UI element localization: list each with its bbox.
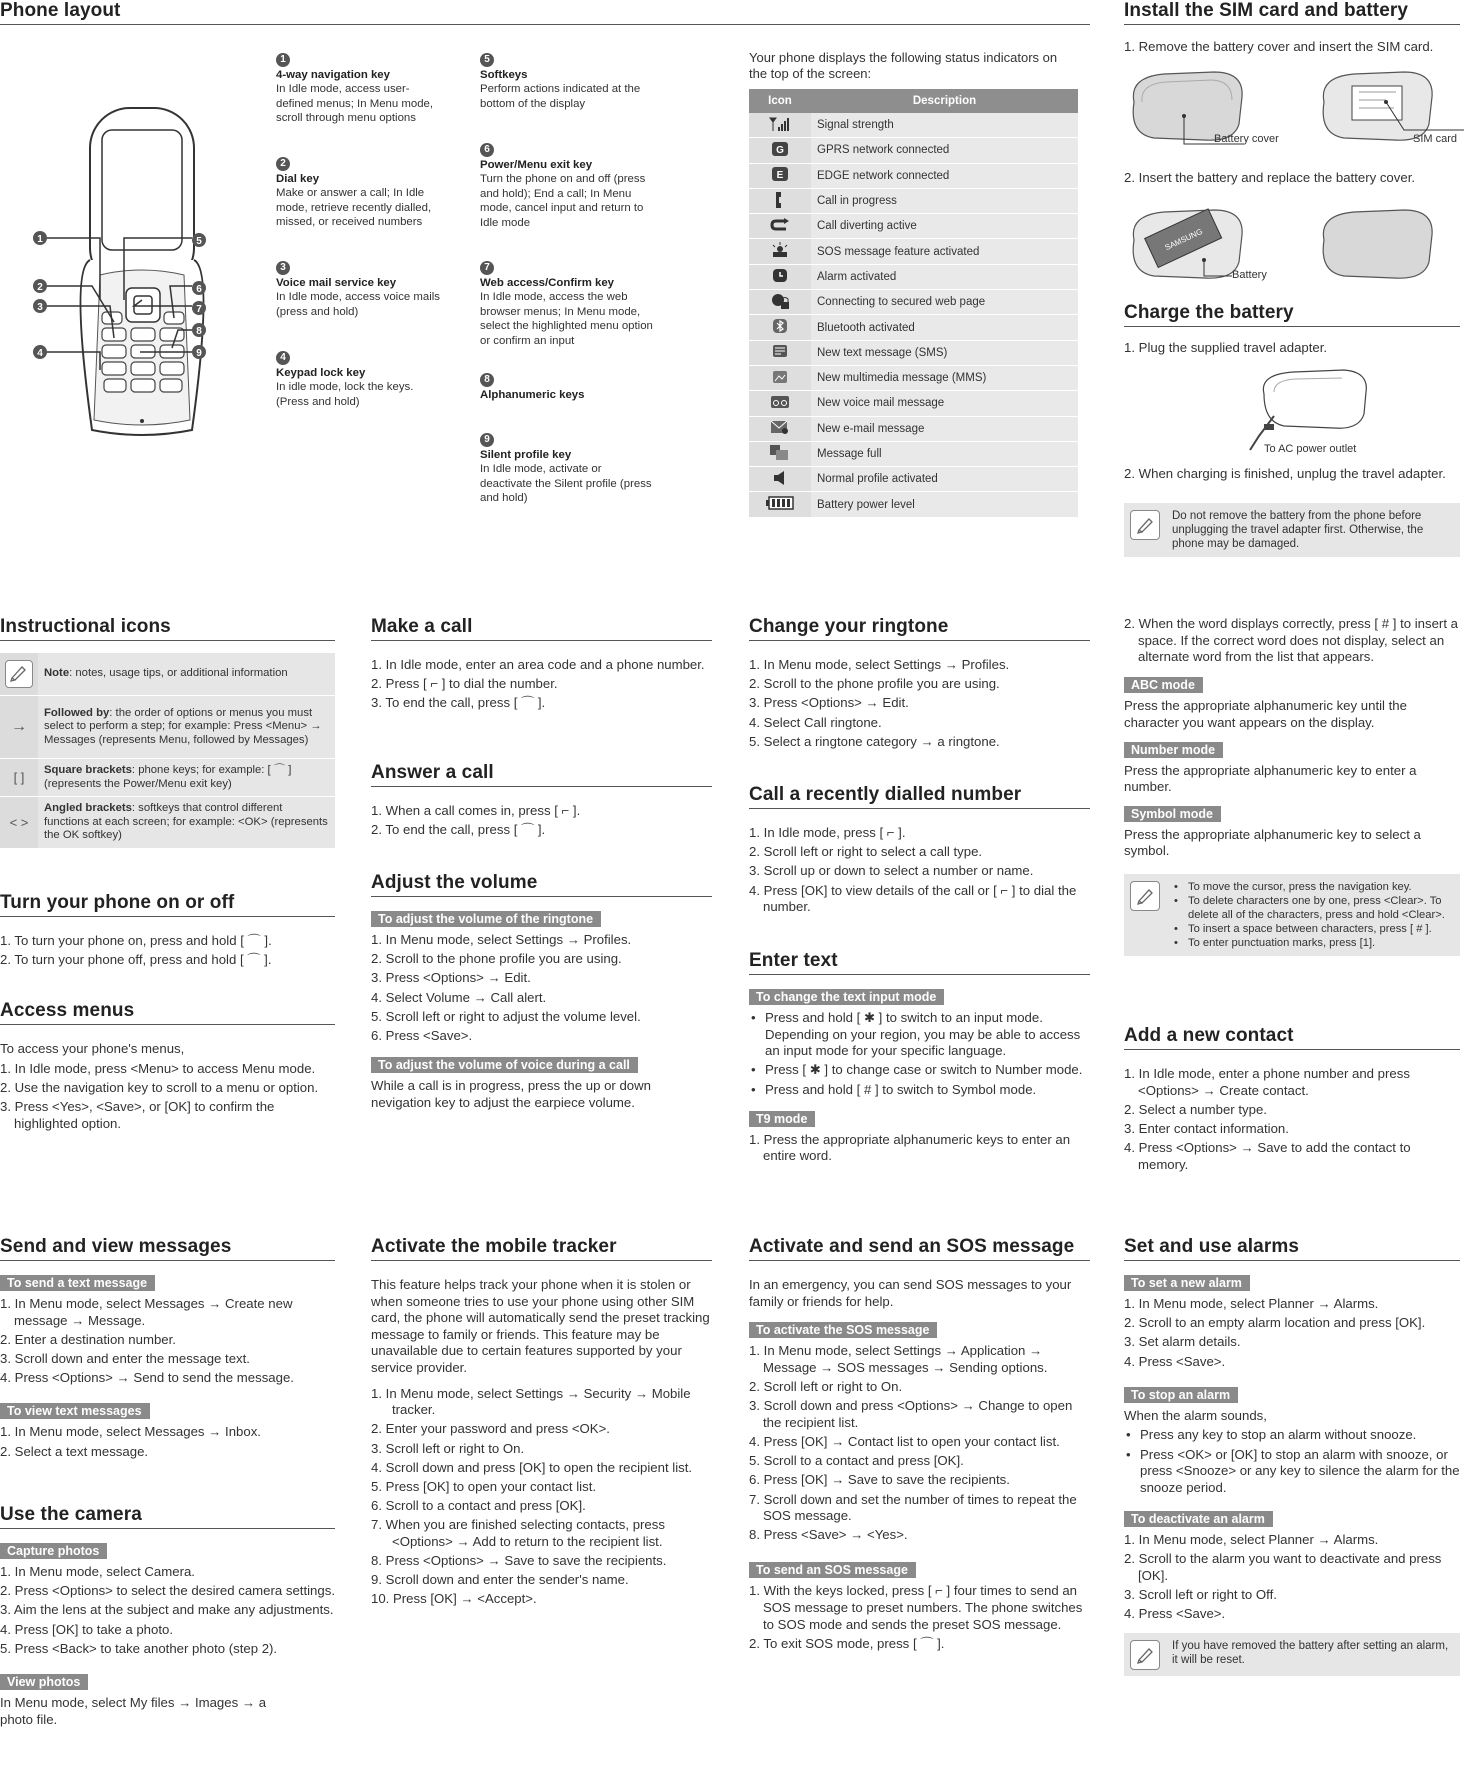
battery-illustration — [1124, 200, 1464, 290]
modes-note-bullets-0: • To move the cursor, press the navigation key. — [1172, 880, 1452, 894]
messages-view-1: 2. Select a text message. — [0, 1443, 149, 1459]
camera-capture-3: 4. Press [OK] to take a photo. — [0, 1621, 173, 1637]
charge-note: Do not remove the battery from the phone before unplugging the travel adapter first. Otherwise, the phone may be damaged. — [1172, 510, 1424, 550]
camera-title: Use the camera — [0, 1504, 335, 1529]
tracker-section — [371, 1236, 712, 1611]
phone-layout-keys-4-desc: Perform actions indicated at the bottom of the display — [480, 83, 641, 110]
camera-capture-4: 5. Press <Back> to take another photo (step 2). — [0, 1640, 278, 1656]
contact-title: Add a new contact — [1124, 1025, 1460, 1050]
secure-web-icon — [770, 292, 790, 310]
redial-title: Call a recently dialled number — [749, 784, 1090, 809]
tracker-steps-2: 3. Scroll left or right to On. — [371, 1440, 525, 1456]
phone-layout-keys-1-num: 2 — [276, 157, 290, 171]
entertext-sub2: T9 mode — [749, 1111, 815, 1127]
instructional-section — [0, 616, 335, 849]
messages-section — [0, 1236, 335, 1463]
tracker-steps-8: 9. Scroll down and enter the sender's name. — [371, 1572, 629, 1588]
onoff-title: Turn your phone on or off — [0, 892, 335, 917]
key-desc-1 — [276, 52, 446, 126]
status-rows-3-desc: Call in progress — [811, 188, 1078, 213]
key-desc-7 — [480, 260, 655, 348]
svg-text:E: E — [776, 170, 784, 182]
messages-sub1: To send a text message — [0, 1275, 155, 1291]
instructional-rows-1-text: : the order of options or menus you must select to perform a step; for example: Press <Menu> → Messages (represents Menu, followed by Messages) — [44, 706, 322, 746]
status-rows-5-desc: SOS message feature activated — [811, 239, 1078, 264]
onoff-section — [0, 892, 335, 971]
sos-activate-7: 8. Press <Save> → <Yes>. — [749, 1527, 908, 1543]
charge-note — [1124, 503, 1460, 557]
menus-steps-1: 2. Use the navigation key to scroll to a menu or option. — [0, 1079, 319, 1095]
sos-title: Activate and send an SOS message — [749, 1236, 1090, 1261]
instructional-rows-3-text: : softkeys that control different functions at each screen; for example: <OK> (represents the OK softkey) — [44, 802, 328, 842]
email-icon — [770, 419, 790, 435]
label-outlet: To AC power outlet — [1264, 443, 1357, 455]
messages-send-0: 1. In Menu mode, select Messages → Create new message → Message. — [0, 1296, 293, 1328]
modes-note — [1124, 874, 1460, 956]
ringtone-title: Change your ringtone — [749, 616, 1090, 641]
label-battery: Battery — [1232, 269, 1267, 281]
phone-layout-keys-6-desc: In Idle mode, access the web browser menus; In Menu mode, select the highlighted menu option or confirm an input — [480, 291, 653, 347]
instructional-title: Instructional icons — [0, 616, 335, 641]
call-icon — [773, 191, 787, 209]
alarms-stop-intro: When the alarm sounds, — [1124, 1407, 1267, 1423]
answer-steps-1: 2. To end the call, press [ ⌒ ]. — [371, 822, 546, 838]
phone-layout-keys-1-name: Dial key — [276, 173, 320, 185]
sos-send-0: 1. With the keys locked, press [ ⌐ ] four times to send an SOS message to preset numbers. The phone switches to SOS mode and sends the preset SOS message. — [749, 1583, 1083, 1632]
svg-text:G: G — [776, 144, 784, 156]
entertext-t9-0: 1. Press the appropriate alphanumeric keys to enter an entire word. — [749, 1131, 1071, 1164]
tracker-steps-0: 1. In Menu mode, select Settings → Security → Mobile tracker. — [371, 1385, 691, 1418]
callout-2: 2 — [37, 282, 43, 293]
sos-send-1: 2. To exit SOS mode, press [ ⌒ ]. — [749, 1635, 945, 1651]
modes-section — [1124, 616, 1460, 956]
tracker-intro: This feature helps track your phone when it is stolen or when someone tries to use your phone using other SIM card, the phone will automatically send the preset tracking message to family or friends. This feature may be unavailable due to certain features supported by your service provider. — [371, 1277, 710, 1375]
phone-layout-keys-2-name: Voice mail service key — [276, 277, 397, 289]
note-icon — [1130, 510, 1160, 540]
sos-activate-1: 2. Scroll left or right to On. — [749, 1378, 903, 1394]
status-intro: Your phone displays the following status indicators on the top of the screen: — [749, 50, 1058, 81]
alarms-sub2: To stop an alarm — [1124, 1387, 1238, 1403]
gprs-icon — [771, 141, 789, 157]
install-title: Install the SIM card and battery — [1124, 0, 1460, 25]
makecall-steps-0: 1. In Idle mode, enter an area code and a phone number. — [371, 657, 705, 672]
install-section — [1124, 0, 1460, 56]
key-desc-8 — [480, 372, 655, 402]
alarm-note — [1124, 1633, 1460, 1676]
modes-note-bullets-2: • To insert a space between characters, press [ # ]. — [1172, 922, 1452, 936]
camera-view: In Menu mode, select My files → Images → a photo file. — [0, 1694, 267, 1727]
key-desc-6 — [480, 142, 655, 230]
messages-send-3: 4. Press <Options> → Send to send the message. — [0, 1370, 294, 1386]
angle-brackets-symbol: < > — [0, 797, 38, 849]
arrow-symbol: → — [0, 696, 38, 759]
sos-section — [749, 1236, 1090, 1655]
status-rows-6-desc: Alarm activated — [811, 264, 1078, 289]
phone-layout-keys-6-name: Web access/Confirm key — [480, 277, 615, 289]
phone-illustration — [30, 100, 240, 440]
camera-section — [0, 1504, 335, 1728]
callout-8: 8 — [196, 326, 202, 337]
label-battery-cover: Battery cover — [1214, 133, 1279, 145]
volume-title: Adjust the volume — [371, 872, 712, 897]
status-desc: Signal strength — [811, 113, 1078, 138]
phone-layout-section — [0, 0, 1090, 31]
sos-intro: In an emergency, you can send SOS messages to your family or friends for help. — [749, 1277, 1072, 1309]
alarms-note: If you have removed the battery after setting an alarm, it will be reset. — [1172, 1639, 1449, 1666]
callout-7: 7 — [196, 304, 202, 315]
key-desc-2 — [276, 156, 446, 230]
alarms-section — [1124, 1236, 1460, 1676]
phone-layout-keys-7-name: Alphanumeric keys — [480, 389, 585, 401]
makecall-steps-1: 2. Press [ ⌐ ] to dial the number. — [371, 676, 558, 692]
contact-steps-1: 2. Select a number type. — [1124, 1101, 1267, 1117]
redial-steps-0: 1. In Idle mode, press [ ⌐ ]. — [749, 825, 906, 840]
callout-5: 5 — [196, 236, 202, 247]
instructional-rows-2-text: : phone keys; for example: [ ⌒ ] (represents the Power/Menu exit key) — [44, 764, 292, 790]
alarms-set-3: 4. Press <Save>. — [1124, 1353, 1226, 1369]
callout-1: 1 — [37, 234, 43, 245]
ringtone-steps-1: 2. Scroll to the phone profile you are using. — [749, 676, 1000, 692]
alarm-icon — [771, 267, 789, 283]
phone-layout-keys-2-desc: In Idle mode, access voice mails (press and hold) — [276, 291, 440, 318]
menus-title: Access menus — [0, 1000, 335, 1025]
status-rows-15-desc: Battery power level — [811, 492, 1078, 517]
phone-layout-keys-4-name: Softkeys — [480, 69, 528, 81]
key-desc-3 — [276, 260, 446, 319]
contact-steps-2: 3. Enter contact information. — [1124, 1120, 1289, 1136]
redial-steps-3: 4. Press [OK] to view details of the call or [ ⌐ ] to dial the number. — [749, 882, 1077, 915]
tracker-steps-1: 2. Enter your password and press <OK>. — [371, 1421, 610, 1437]
modes-abc-title: ABC mode — [1124, 677, 1203, 693]
messages-send-1: 2. Enter a destination number. — [0, 1331, 176, 1347]
battery-icon — [766, 496, 794, 510]
makecall-steps-2: 3. To end the call, press [ ⌒ ]. — [371, 695, 546, 711]
phone-layout-keys-0-desc: In Idle mode, access user-defined menus; In Menu mode, scroll through menu options — [276, 83, 434, 125]
status-rows-13-desc: Message full — [811, 441, 1078, 466]
charge-section — [1124, 302, 1460, 357]
onoff-steps-0: 1. To turn your phone on, press and hold [ ⌒ ]. — [0, 933, 272, 948]
ringtone-steps-4: 5. Select a ringtone category → a ringtone. — [749, 733, 1000, 749]
entertext-sub1: To change the text input mode — [749, 989, 944, 1005]
modes-sym-title: Symbol mode — [1124, 806, 1221, 822]
instructional-rows-2-bold: Square brackets — [44, 764, 132, 776]
modes-num-text: Press the appropriate alphanumeric key to enter a number. — [1124, 762, 1417, 795]
alarms-set-1: 2. Scroll to an empty alarm location and press [OK]. — [1124, 1315, 1426, 1331]
redial-steps-2: 3. Scroll up or down to select a number or name. — [749, 863, 1034, 879]
status-rows-14-desc: Normal profile activated — [811, 467, 1078, 492]
sim-illustration — [1124, 62, 1464, 152]
ringtone-section — [749, 616, 1090, 753]
ringtone-steps-2: 3. Press <Options> → Edit. — [749, 695, 909, 711]
volume-sub2: To adjust the volume of voice during a call — [371, 1057, 638, 1073]
status-rows-7-desc: Connecting to secured web page — [811, 290, 1078, 315]
tracker-steps-6: 7. When you are finished selecting contacts, press <Options> → Add to return to the recipient list. — [371, 1517, 665, 1549]
msg-full-icon — [769, 444, 791, 462]
charger-illustration — [1124, 364, 1464, 460]
phone-layout-keys-3-desc: In idle mode, lock the keys. (Press and hold) — [276, 381, 414, 408]
alarms-stop-1: • Press <OK> or [OK] to stop an alarm with snooze, or press <Snooze> or any key to silence the alarm for the snooze period. — [1124, 1447, 1460, 1497]
volume-steps-2: 3. Press <Options> → Edit. — [371, 970, 531, 986]
camera-capture-2: 3. Aim the lens at the subject and make any adjustments. — [0, 1602, 334, 1618]
signal-icon — [768, 116, 792, 132]
voicemail-icon — [770, 395, 790, 409]
alarms-title: Set and use alarms — [1124, 1236, 1460, 1261]
status-indicators — [749, 50, 1078, 518]
entertext-bullets-0: • Press and hold [ ✱ ] to switch to an input mode. Depending on your region, you may be able to access an input mode for your specific language. — [749, 1010, 1090, 1060]
modes-sym-text: Press the appropriate alphanumeric key to select a symbol. — [1124, 826, 1421, 859]
volume-steps-5: 6. Press <Save>. — [371, 1027, 473, 1043]
phone-layout-keys-6-num: 7 — [480, 261, 494, 275]
key-desc-4 — [276, 350, 446, 409]
tracker-steps-4: 5. Press [OK] to open your contact list. — [371, 1478, 597, 1494]
menus-steps-2: 3. Press <Yes>, <Save>, or [OK] to confirm the highlighted option. — [0, 1098, 275, 1131]
instructional-table — [0, 653, 335, 849]
modes-num-title: Number mode — [1124, 742, 1223, 758]
phone-layout-keys-3-name: Keypad lock key — [276, 367, 366, 379]
phone-layout-keys-8-desc: In Idle mode, activate or deactivate the Silent profile (press and hold) — [480, 463, 652, 505]
contact-steps-0: 1. In Idle mode, enter a phone number and press <Options> → Create contact. — [1124, 1066, 1410, 1098]
redial-steps-1: 2. Scroll left or right to select a call type. — [749, 844, 983, 860]
entertext-bullets-1: • Press [ ✱ ] to change case or switch to Number mode. — [749, 1062, 1090, 1079]
phone-layout-keys-3-num: 4 — [276, 351, 290, 365]
phone-layout-keys-0-name: 4-way navigation key — [276, 69, 390, 81]
status-rows-1-desc: GPRS network connected — [811, 138, 1078, 163]
callout-6: 6 — [196, 284, 202, 295]
messages-view-0: 1. In Menu mode, select Messages → Inbox. — [0, 1424, 261, 1440]
contact-steps-3: 4. Press <Options> → Save to add the contact to memory. — [1124, 1140, 1411, 1172]
sos-activate-2: 3. Scroll down and press <Options> → Change to open the recipient list. — [749, 1398, 1073, 1430]
messages-sub2: To view text messages — [0, 1403, 150, 1419]
volume-steps-0: 1. In Menu mode, select Settings → Profiles. — [371, 932, 632, 947]
phone-layout-keys-1-desc: Make or answer a call; In Idle mode, retrieve recently dialled, missed, or received numbers — [276, 187, 432, 229]
sos-icon — [770, 242, 790, 258]
phone-layout-keys-5-num: 6 — [480, 143, 494, 157]
sos-activate-4: 5. Scroll to a contact and press [OK]. — [749, 1453, 964, 1469]
alarms-deact-2: 3. Scroll left or right to Off. — [1124, 1586, 1277, 1602]
status-rows-9-desc: New text message (SMS) — [811, 340, 1078, 365]
menus-steps-0: 1. In Idle mode, press <Menu> to access Menu mode. — [0, 1060, 316, 1076]
answer-title: Answer a call — [371, 762, 712, 787]
phone-layout-keys-8-name: Silent profile key — [480, 449, 572, 461]
callout-4: 4 — [37, 348, 43, 359]
modes-note-bullets-1: • To delete characters one by one, press <Clear>. To delete all of the characters, press and hold <Clear>. — [1172, 894, 1452, 922]
alarms-deact-0: 1. In Menu mode, select Planner → Alarms. — [1124, 1531, 1379, 1547]
alarms-deact-1: 2. Scroll to the alarm you want to deactivate and press [OK]. — [1124, 1551, 1442, 1583]
note-icon — [5, 660, 33, 688]
entertext-bullets-2: • Press and hold [ # ] to switch to Symbol mode. — [749, 1082, 1090, 1099]
camera-capture-0: 1. In Menu mode, select Camera. — [0, 1564, 195, 1579]
tracker-steps-5: 6. Scroll to a contact and press [OK]. — [371, 1498, 586, 1514]
install-step2: 2. Insert the battery and replace the battery cover. — [1124, 170, 1416, 185]
camera-sub2: View photos — [0, 1674, 88, 1690]
status-rows-8-desc: Bluetooth activated — [811, 315, 1078, 340]
square-brackets-symbol: [ ] — [0, 759, 38, 797]
entertext-title: Enter text — [749, 950, 1090, 975]
sos-activate-3: 4. Press [OK] → Contact list to open your contact list. — [749, 1433, 1060, 1449]
makecall-title: Make a call — [371, 616, 712, 641]
volume-sub1: To adjust the volume of the ringtone — [371, 911, 601, 927]
col-desc: Description — [811, 89, 1078, 113]
modes-t9-cont: 2. When the word displays correctly, press [ # ] to insert a space. If the correct word does not display, select an alternate word from the list that appears. — [1124, 616, 1458, 665]
volume-steps-4: 5. Scroll left or right to adjust the volume level. — [371, 1008, 641, 1024]
entertext-section — [749, 950, 1090, 1168]
instructional-rows-0-bold: Note — [44, 667, 70, 680]
key-desc-9 — [480, 432, 655, 506]
volume-steps-1: 2. Scroll to the phone profile you are using. — [371, 951, 622, 967]
contact-section — [1124, 1025, 1460, 1176]
sos-sub1: To activate the SOS message — [749, 1322, 937, 1338]
sos-activate-0: 1. In Menu mode, select Settings → Application → Message → SOS messages → Sending options. — [749, 1343, 1048, 1375]
col-icon: Icon — [749, 89, 811, 113]
phone-layout-keys-5-name: Power/Menu exit key — [480, 159, 593, 171]
status-rows-12-desc: New e-mail message — [811, 416, 1078, 441]
alarms-sub3: To deactivate an alarm — [1124, 1511, 1273, 1527]
tracker-title: Activate the mobile tracker — [371, 1236, 712, 1261]
alarms-stop-0: • Press any key to stop an alarm without snooze. — [1124, 1427, 1460, 1444]
volume-text2: While a call is in progress, press the up or down nevigation key to adjust the earpiece volume. — [371, 1078, 651, 1110]
redial-section — [749, 784, 1090, 918]
phone-layout-keys-8-num: 9 — [480, 433, 494, 447]
menus-intro: To access your phone's menus, — [0, 1041, 185, 1056]
alarms-set-0: 1. In Menu mode, select Planner → Alarms. — [1124, 1296, 1379, 1311]
messages-send-2: 3. Scroll down and enter the message text. — [0, 1350, 250, 1366]
answer-steps-0: 1. When a call comes in, press [ ⌐ ]. — [371, 803, 581, 818]
modes-abc-text: Press the appropriate alphanumeric key until the character you want appears on the display. — [1124, 698, 1407, 730]
camera-sub1: Capture photos — [0, 1543, 107, 1559]
label-sim: SIM card — [1413, 133, 1458, 145]
instructional-rows-3-bold: Angled brackets — [44, 802, 132, 815]
tracker-steps-9: 10. Press [OK] → <Accept>. — [371, 1591, 537, 1607]
note-icon — [1130, 1640, 1160, 1670]
status-rows-2-desc: EDGE network connected — [811, 163, 1078, 188]
bluetooth-icon — [772, 318, 788, 334]
status-rows-4-desc: Call diverting active — [811, 214, 1078, 239]
onoff-steps-1: 2. To turn your phone off, press and hold [ ⌒ ]. — [0, 952, 272, 968]
volume-steps-3: 4. Select Volume → Call alert. — [371, 989, 547, 1005]
status-rows-11-desc: New voice mail message — [811, 391, 1078, 416]
phone-layout-title: Phone layout — [0, 0, 1090, 25]
sos-sub2: To send an SOS message — [749, 1562, 916, 1578]
phone-layout-keys-4-num: 5 — [480, 53, 494, 67]
answer-section — [371, 762, 712, 841]
sms-icon — [771, 343, 789, 359]
phone-layout-keys-0-num: 1 — [276, 53, 290, 67]
divert-icon — [770, 218, 790, 232]
volume-section — [371, 872, 712, 1111]
charge-step1: 1. Plug the supplied travel adapter. — [1124, 340, 1328, 355]
alarms-deact-3: 4. Press <Save>. — [1124, 1606, 1226, 1622]
edge-icon — [771, 166, 789, 182]
ringtone-steps-3: 4. Select Call ringtone. — [749, 714, 882, 730]
charge-title: Charge the battery — [1124, 302, 1460, 327]
tracker-steps-3: 4. Scroll down and press [OK] to open the recipient list. — [371, 1459, 693, 1475]
ringtone-steps-0: 1. In Menu mode, select Settings → Profiles. — [749, 657, 1010, 672]
normal-profile-icon — [772, 470, 788, 486]
status-rows-10-desc: New multimedia message (MMS) — [811, 365, 1078, 390]
instructional-rows-0-text: : notes, usage tips, or additional information — [69, 667, 288, 680]
install-step1: 1. Remove the battery cover and insert the SIM card. — [1124, 39, 1434, 54]
sos-activate-6: 7. Scroll down and set the number of times to repeat the SOS message. — [749, 1491, 1077, 1524]
status-table — [749, 89, 1078, 518]
modes-note-bullets-3: • To enter punctuation marks, press [1]. — [1172, 936, 1452, 950]
menus-section — [0, 1000, 335, 1135]
phone-layout-keys-2-num: 3 — [276, 261, 290, 275]
key-desc-5 — [480, 52, 655, 111]
note-icon — [1130, 881, 1160, 911]
phone-layout-keys-5-desc: Turn the phone on and off (press and hold); End a call; In Menu mode, cancel input and return to Idle mode — [480, 173, 646, 229]
instructional-rows-1-bold: Followed by — [44, 706, 110, 719]
messages-title: Send and view messages — [0, 1236, 335, 1261]
callout-3: 3 — [37, 302, 43, 313]
charge-step2: 2. When charging is finished, unplug the travel adapter. — [1124, 466, 1446, 481]
tracker-steps-7: 8. Press <Options> → Save to save the recipients. — [371, 1553, 667, 1569]
phone-layout-keys-7-num: 8 — [480, 373, 494, 387]
svg-text:SAMSUNG: SAMSUNG — [1163, 226, 1205, 253]
mms-icon — [771, 369, 789, 385]
sos-activate-5: 6. Press [OK] → Save to save the recipients. — [749, 1472, 1010, 1488]
alarms-set-2: 3. Set alarm details. — [1124, 1334, 1241, 1350]
camera-capture-1: 2. Press <Options> to select the desired camera settings. — [0, 1583, 335, 1599]
callout-9: 9 — [196, 348, 202, 359]
alarms-sub1: To set a new alarm — [1124, 1275, 1250, 1291]
makecall-section — [371, 616, 712, 715]
